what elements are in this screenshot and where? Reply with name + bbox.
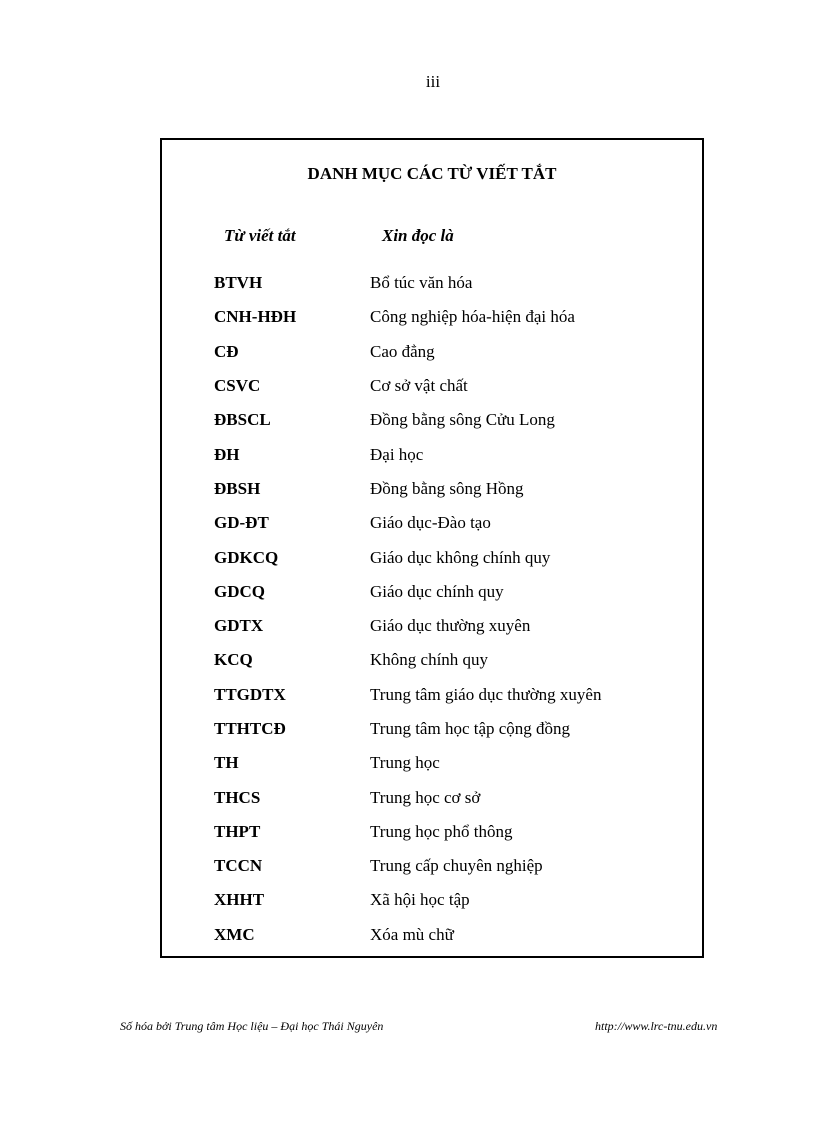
abbreviation: TH <box>214 753 239 773</box>
abbreviation-meaning: Trung tâm học tập cộng đồng <box>370 719 571 738</box>
abbreviation-row <box>214 266 694 300</box>
abbreviation: THPT <box>214 821 261 841</box>
abbreviation-meaning: Công nghiệp hóa-hiện đại hóa <box>370 307 575 327</box>
abbreviation: KCQ <box>214 650 253 670</box>
abbreviation: CSVC <box>214 376 261 396</box>
abbreviation-row <box>214 609 694 643</box>
abbreviation-row <box>214 643 694 677</box>
abbreviation-meaning: Đại học <box>370 444 424 464</box>
abbreviation-meaning: Đồng bằng sông Cửu Long <box>370 410 555 430</box>
abbreviation: ĐBSCL <box>214 410 271 430</box>
abbreviation-row <box>214 506 694 540</box>
abbreviation-row <box>214 849 694 883</box>
abbreviation-meaning: Giáo dục không chính quy <box>370 547 551 567</box>
footer-website-link[interactable]: http://www.lrc-tnu.edu.vn <box>595 1019 718 1033</box>
abbreviation-row <box>214 472 694 506</box>
abbreviation-meaning: Bổ túc văn hóa <box>370 273 473 293</box>
abbreviation: BTVH <box>214 273 263 293</box>
abbreviation-meaning: Giáo dục chính quy <box>370 581 504 601</box>
abbreviation-row <box>214 403 694 437</box>
page-number: iii <box>425 72 441 91</box>
abbreviation-row <box>214 369 694 403</box>
abbreviation: THCS <box>214 787 261 807</box>
abbreviation-row <box>214 540 694 574</box>
abbreviation-row <box>214 918 694 952</box>
abbreviation-meaning: Cơ sở vật chất <box>370 376 468 396</box>
abbreviation-column-header: Từ viết tắt <box>224 226 296 245</box>
abbreviation-meaning: Không chính quy <box>370 650 489 670</box>
abbreviation-row <box>214 780 694 814</box>
abbreviation: TCCN <box>214 856 263 876</box>
abbreviation-row <box>214 437 694 471</box>
abbreviation-meaning: Cao đẳng <box>370 341 435 361</box>
abbreviation: GDKCQ <box>214 547 279 567</box>
abbreviation-row <box>214 300 694 334</box>
abbreviation-meaning: Trung học cơ sở <box>370 787 481 807</box>
abbreviation-meaning: Xã hội học tập <box>370 890 470 910</box>
abbreviation-meaning: Giáo dục thường xuyên <box>370 616 531 636</box>
abbreviation-meaning: Trung cấp chuyên nghiệp <box>370 856 543 876</box>
abbreviation: TTHTCĐ <box>214 719 286 738</box>
abbreviation: ĐH <box>214 444 240 464</box>
abbreviation: CNH-HĐH <box>214 307 297 327</box>
abbreviation-rows <box>214 266 694 952</box>
abbreviation: GDCQ <box>214 581 265 601</box>
abbreviation-meaning: Trung tâm giáo dục thường xuyên <box>370 684 602 704</box>
meaning-column-header: Xin đọc là <box>382 226 454 245</box>
abbreviation-row <box>214 678 694 712</box>
abbreviation-row <box>214 575 694 609</box>
abbreviation-meaning: Đồng bằng sông Hồng <box>370 478 524 498</box>
abbreviation-row <box>214 746 694 780</box>
abbreviation: GDTX <box>214 616 264 636</box>
abbreviation-meaning: Trung học phổ thông <box>370 821 513 841</box>
abbreviation: XHHT <box>214 890 265 910</box>
abbreviation: ĐBSH <box>214 478 261 498</box>
abbreviation: TTGDTX <box>214 684 286 704</box>
abbreviation-row <box>214 712 694 746</box>
abbreviation-meaning: Xóa mù chữ <box>370 924 454 944</box>
abbreviation-list-box <box>160 138 704 958</box>
footer-digitization-note: Số hóa bởi Trung tâm Học liệu – Đại học Thái Nguyên <box>120 1019 384 1033</box>
abbreviation-row <box>214 815 694 849</box>
abbreviation: CĐ <box>214 341 239 361</box>
abbreviation-row <box>214 883 694 917</box>
abbreviation-row <box>214 335 694 369</box>
abbreviation: XMC <box>214 924 255 944</box>
list-title: DANH MỤC CÁC TỪ VIẾT TẮT <box>307 164 557 183</box>
abbreviation-meaning: Giáo dục-Đào tạo <box>370 513 491 533</box>
abbreviation: GD-ĐT <box>214 513 269 533</box>
abbreviation-meaning: Trung học <box>370 753 440 773</box>
